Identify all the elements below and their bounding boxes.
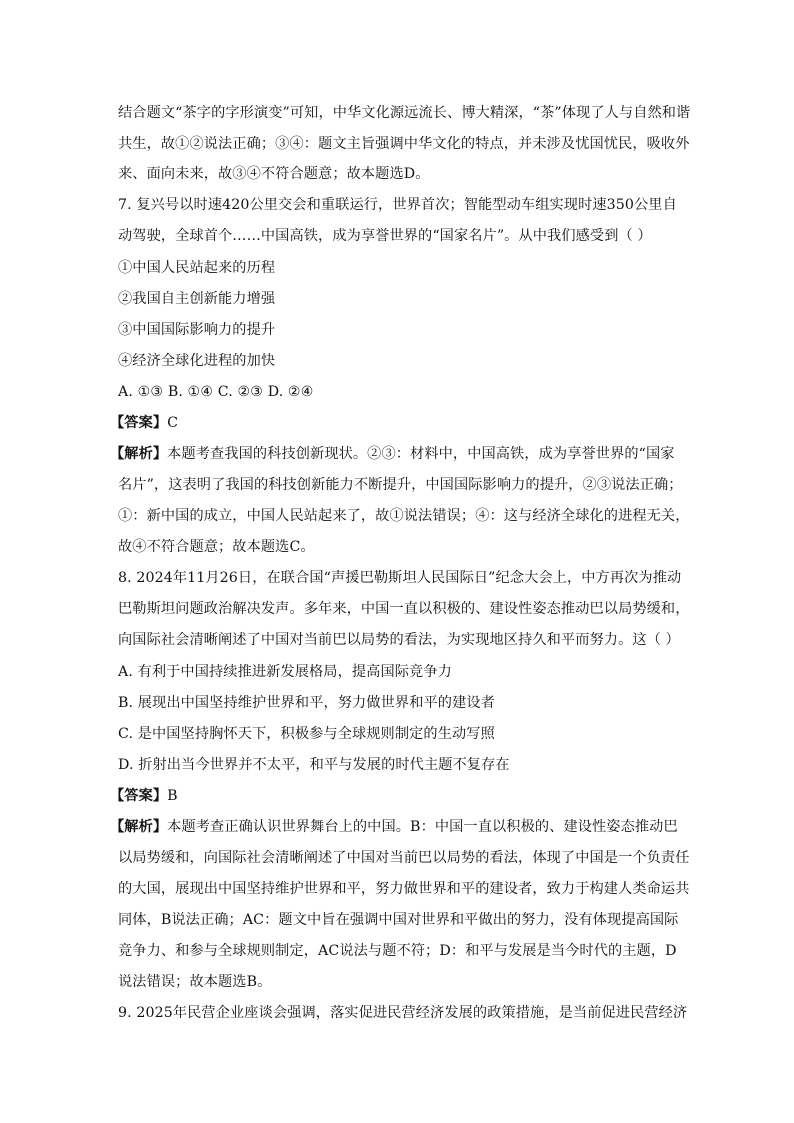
q8-option-c: C. 是中国坚持胸怀天下，积极参与全球规则制定的生动写照 bbox=[118, 726, 495, 742]
q7-answer-value: C bbox=[167, 415, 179, 431]
q8-explanation-line-3: 的大国，展现出中国坚持维护世界和平，努力做世界和平的建设者，致力于构建人类命运共 bbox=[118, 881, 690, 897]
q7-explanation-line-2: 名片”，这表明了我国的科技创新能力不断提升，中国国际影响力的提升，②③说法正确； bbox=[118, 477, 683, 493]
q7-option-4: ④经济全球化进程的加快 bbox=[118, 353, 276, 369]
q7-explanation-line-1 bbox=[110, 444, 675, 464]
q7-explanation-line-3: ①：新中国的成立，中国人民站起来了，故①说法错误；④：这与经济全球化的进程无关， bbox=[118, 508, 690, 524]
q7-stem-line-1: 7. 复兴号以时速420公里交会和重联运行，世界首次；智能型动车组实现时速350公里自 bbox=[118, 197, 677, 213]
q8-answer-tag: 【答案】 bbox=[110, 788, 168, 804]
q8-explanation-line-1 bbox=[110, 817, 678, 837]
q8-stem-line-3: 向国际社会清晰阐述了中国对当前巴以局势的看法，为实现地区持久和平而努力。这（ ） bbox=[118, 632, 680, 648]
q6-explanation-line-2: 共生，故①②说法正确；③④：题文主旨强调中华文化的特点，并未涉及忧国忧民，吸收外 bbox=[118, 136, 690, 152]
q8-explanation-line-4: 同体，B说法正确；AC：题文中旨在强调中国对世界和平做出的努力，没有体现提高国际 bbox=[118, 912, 679, 928]
q8-answer-value: B bbox=[167, 788, 178, 804]
q8-explanation-line-2: 以局势缓和，向国际社会清晰阐述了中国对当前巴以局势的看法，体现了中国是一个负责任 bbox=[118, 850, 690, 866]
q7-answer-tag: 【答案】 bbox=[110, 415, 168, 431]
q8-explanation-text-1: 本题考查正确认识世界舞台上的中国。B：中国一直以积极的、建设性姿态推动巴 bbox=[167, 819, 678, 835]
q8-stem-line-1: 8. 2024年11月26日，在联合国“声援巴勒斯坦人民国际日”纪念大会上，中方再次为推动 bbox=[118, 570, 682, 586]
q7-choices: A. ①③ B. ①④ C. ②③ D. ②④ bbox=[118, 384, 314, 400]
q8-explanation-line-5: 竞争力、和参与全球规则制定，AC说法与题不符；D：和平与发展是当今时代的主题，D bbox=[118, 943, 677, 959]
q7-explanation-tag: 【解析】 bbox=[110, 446, 168, 462]
q9-stem-line-1: 9. 2025年民营企业座谈会强调，落实促进民营经济发展的政策措施，是当前促进民营经济 bbox=[118, 1005, 688, 1021]
q7-option-1: ①中国人民站起来的历程 bbox=[118, 260, 276, 276]
q8-option-a: A. 有利于中国持续推进新发展格局，提高国际竞争力 bbox=[118, 664, 452, 680]
q6-explanation-line-1: 结合题文“茶字的字形演变”可知，中华文化源远流长、博大精深，“茶”体现了人与自然和谐 bbox=[118, 105, 691, 121]
q8-option-d: D. 折射出当今世界并不太平，和平与发展的时代主题不复存在 bbox=[118, 757, 510, 773]
q8-explanation-line-6: 说法错误；故本题选B。 bbox=[118, 974, 272, 990]
q8-stem-line-2: 巴勒斯坦问题政治解决发声。多年来，中国一直以积极的、建设性姿态推动巴以局势缓和， bbox=[118, 601, 690, 617]
q6-explanation-line-3: 来、面向未来，故③④不符合题意；故本题选D。 bbox=[118, 166, 430, 182]
q7-explanation-text-1: 本题考查我国的科技创新现状。②③：材料中，中国高铁，成为享誉世界的“国家 bbox=[167, 446, 675, 462]
q7-explanation-line-4: 故④不符合题意；故本题选C。 bbox=[118, 539, 315, 555]
q8-answer bbox=[110, 786, 670, 806]
q7-option-3: ③中国国际影响力的提升 bbox=[118, 322, 276, 338]
q7-stem-line-2: 动驾驶，全球首个……中国高铁，成为享誉世界的“国家名片”。从中我们感受到（ ） bbox=[118, 228, 652, 244]
q7-option-2: ②我国自主创新能力增强 bbox=[118, 291, 276, 307]
q7-answer bbox=[110, 413, 670, 433]
q8-explanation-tag: 【解析】 bbox=[110, 819, 168, 835]
q8-option-b: B. 展现出中国坚持维护世界和平，努力做世界和平的建设者 bbox=[118, 695, 495, 711]
